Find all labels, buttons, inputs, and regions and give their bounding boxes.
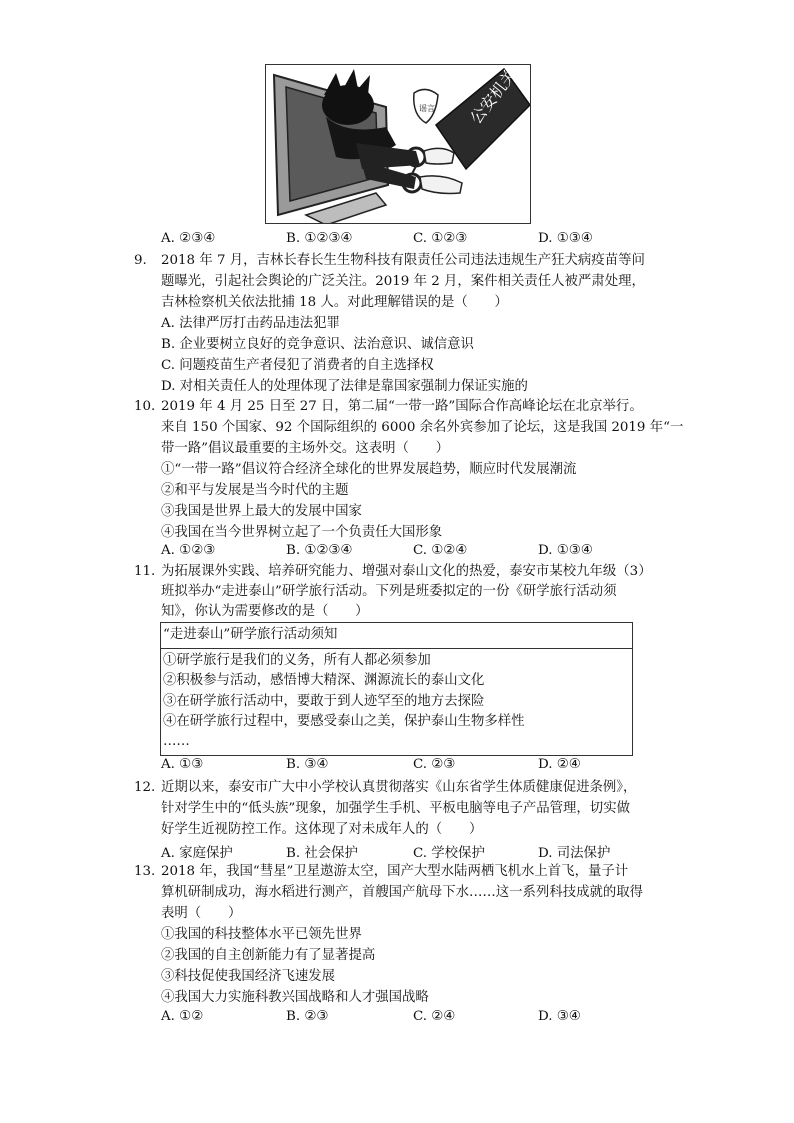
statement: ③我国是世界上最大的发展中国家 <box>161 504 362 519</box>
q9-option-a[interactable]: A. 法律严厉打击药品违法犯罪 <box>161 316 340 331</box>
question-text: 好学生近视防控工作。这体现了对未成年人的（ ） <box>161 822 483 837</box>
question-text: 题曝光，引起社会舆论的广泛关注。2019 年 2 月，案件相关责任人被严肃处理， <box>161 274 645 289</box>
question-text: 带一路”倡议最重要的主场外交。这表明（ ） <box>161 441 450 456</box>
statement: ③科技促使我国经济飞速发展 <box>161 969 336 984</box>
notice-divider <box>161 648 632 649</box>
notice-box <box>160 622 633 756</box>
question-text: 表明（ ） <box>161 906 242 921</box>
q10-option-b[interactable]: B. ①②③④ <box>286 543 353 558</box>
question-number: 10. <box>134 399 156 414</box>
q11-option-a[interactable]: A. ①③ <box>161 757 204 772</box>
question-text: 来自 150 个国家、92 个国际组织的 6000 余名外宾参加了论坛，这是我国 2019 年“一 <box>161 420 684 435</box>
q11-option-b[interactable]: B. ③④ <box>286 757 329 772</box>
question-number: 9. <box>134 253 147 268</box>
q9-option-c[interactable]: C. 问题疫苗生产者侵犯了消费者的自主选择权 <box>161 358 434 373</box>
question-text: 班拟举办“走进泰山”研学旅行活动。下列是班委拟定的一份《研学旅行活动须 <box>161 584 617 599</box>
question-number: 12. <box>134 780 156 795</box>
q9-option-b[interactable]: B. 企业要树立良好的竞争意识、法治意识、诚信意识 <box>161 337 474 352</box>
question-text: 近期以来，泰安市广大中小学校认真贯彻落实《山东省学生体质健康促进条例》， <box>161 780 637 795</box>
cartoon-illustration <box>265 64 531 224</box>
q12-option-c[interactable]: C. 学校保护 <box>413 846 485 861</box>
notice-title: “走进泰山”研学旅行活动须知 <box>163 627 338 642</box>
q13-option-d[interactable]: D. ③④ <box>538 1009 581 1024</box>
question-text: 为拓展课外实践、培养研究能力、增强对泰山文化的热爱，泰安市某校九年级（3） <box>161 564 652 579</box>
notice-item: ③在研学旅行活动中，要敢于到人迹罕至的地方去探险 <box>163 694 485 709</box>
statement: ①我国的科技整体水平已领先世界 <box>161 927 362 942</box>
q13-option-a[interactable]: A. ①② <box>161 1009 204 1024</box>
q9-option-d[interactable]: D. 对相关责任人的处理体现了法律是靠国家强制力保证实施的 <box>161 379 528 394</box>
question-text: 2018 年，我国“彗星”卫星遨游太空，国产大型水陆两栖飞机水上首飞，量子计 <box>161 864 629 879</box>
q8-option-a[interactable]: A. ②③④ <box>161 231 216 246</box>
question-text: 2019 年 4 月 25 日至 27 日，第二届“一带一路”国际合作高峰论坛在北京举行。 <box>161 399 643 414</box>
q11-option-d[interactable]: D. ②④ <box>538 757 581 772</box>
q13-option-c[interactable]: C. ②④ <box>413 1009 456 1024</box>
question-number: 11. <box>134 564 156 579</box>
q12-option-a[interactable]: A. 家庭保护 <box>161 846 233 861</box>
bubble-text: 谣言 <box>419 104 435 113</box>
question-text: 2018 年 7 月，吉林长春长生生物科技有限责任公司违法违规生产狂犬病疫苗等问 <box>161 253 645 268</box>
question-text: 针对学生中的“低头族”现象，加强学生手机、平板电脑等电子产品管理，切实做 <box>161 801 630 816</box>
statement: ④我国大力实施科教兴国战略和人才强国战略 <box>161 990 429 1005</box>
notice-item: ①研学旅行是我们的义务，所有人都必须参加 <box>163 653 431 668</box>
q8-option-b[interactable]: B. ①②③④ <box>286 231 353 246</box>
statement: ①“一带一路”倡议符合经济全球化的世界发展趋势，顺应时代发展潮流 <box>161 462 577 477</box>
q8-option-c[interactable]: C. ①②③ <box>413 231 468 246</box>
q10-option-c[interactable]: C. ①②④ <box>413 543 468 558</box>
notice-item: …… <box>163 734 190 749</box>
sign-text: 公安机关 <box>466 65 521 128</box>
question-text: 算机研制成功，海水稻进行测产，首艘国产航母下水……这一系列科技成就的取得 <box>161 885 644 900</box>
statement: ②我国的自主创新能力有了显著提高 <box>161 948 376 963</box>
q8-option-d[interactable]: D. ①③④ <box>538 231 593 246</box>
notice-item: ②积极参与活动，感悟博大精深、渊源流长的泰山文化 <box>163 673 485 688</box>
q12-option-d[interactable]: D. 司法保护 <box>538 846 611 861</box>
question-number: 13. <box>134 864 156 879</box>
q12-option-b[interactable]: B. 社会保护 <box>286 846 358 861</box>
q13-option-b[interactable]: B. ②③ <box>286 1009 329 1024</box>
statement: ②和平与发展是当今时代的主题 <box>161 483 349 498</box>
q10-option-d[interactable]: D. ①③④ <box>538 543 593 558</box>
q10-option-a[interactable]: A. ①②③ <box>161 543 216 558</box>
cartoon-drawing <box>266 65 530 223</box>
notice-item: ④在研学旅行过程中，要感受泰山之美，保护泰山生物多样性 <box>163 714 525 729</box>
question-text: 知》，你认为需要修改的是（ ） <box>161 604 369 619</box>
q11-option-c[interactable]: C. ②③ <box>413 757 456 772</box>
question-text: 吉林检察机关依法批捕 18 人。对此理解错误的是（ ） <box>161 295 508 310</box>
statement: ④我国在当今世界树立起了一个负责任大国形象 <box>161 525 443 540</box>
